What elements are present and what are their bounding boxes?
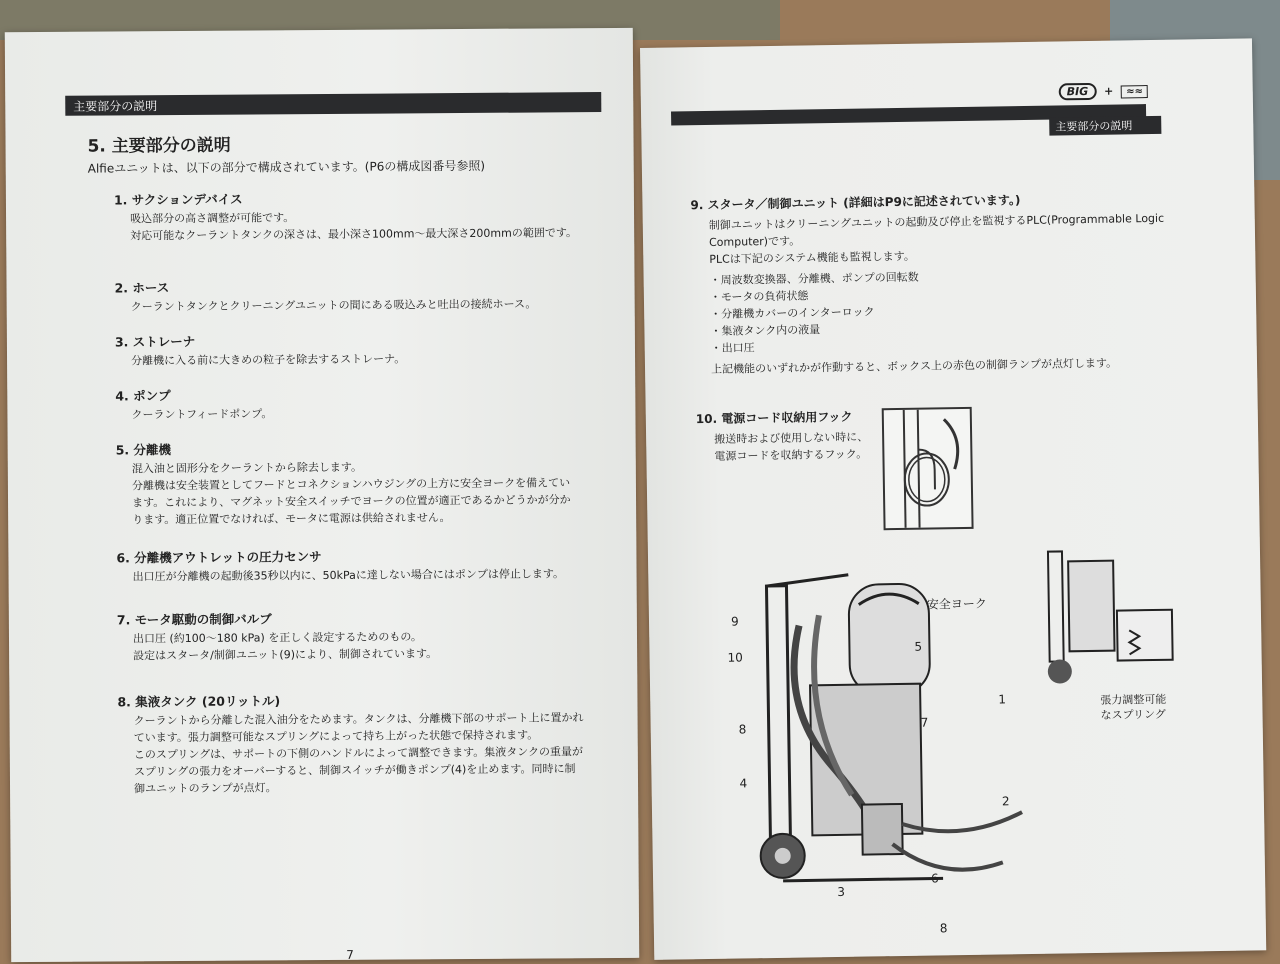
item-strainer	[115, 331, 405, 369]
item-heading: 10. 電源コード収納用フック	[695, 409, 853, 427]
item-control-valve	[117, 609, 437, 664]
item-text: 制御ユニットはクリーニングユニットの起動及び停止を監視するPLC(Programmable Logic	[708, 211, 1165, 232]
item-cord-hook	[696, 408, 887, 465]
caption-line: なスプリング	[1100, 707, 1166, 722]
item-pump	[115, 386, 272, 423]
label-number: 8	[738, 722, 747, 737]
logo-plus: +	[1103, 84, 1114, 98]
label-number: 2	[1001, 794, 1010, 809]
label-number: 10	[727, 650, 743, 665]
section-title: 5. 主要部分の説明	[87, 135, 231, 157]
alfie-unit-illustration	[738, 562, 1043, 907]
item-heading: 5. 分離機	[115, 442, 172, 458]
item-heading: 8. 集液タンク (20リットル)	[117, 693, 281, 710]
list-item: ・ 集液タンク内の液量	[710, 315, 1192, 340]
item-text: 搬送時および使用しない時に、	[714, 430, 869, 446]
item-text: クーラントタンクとクリーニングユニットの間にある吸込みと吐出の接続ホース。	[130, 297, 537, 314]
item-text: クーラントから分離した混入油分をためます。タンクは、分離機下部のサポート上に置かれ	[133, 711, 584, 728]
spring-detail-illustration	[1028, 540, 1180, 692]
item-heading: 1. サクションデバイス	[113, 191, 243, 208]
monitored-functions-list	[710, 264, 1193, 357]
caption-line: 張力調整可能	[1100, 692, 1167, 707]
item-collection-tank	[117, 690, 584, 797]
item-text: ています。張力調整可能なスプリングによって持ち上がった状態で保持されます。	[133, 728, 539, 745]
item-starter-control	[690, 189, 1193, 378]
item-text: スプリングの張力をオーバーすると、制御スイッチが働きポンプ(4)を止めます。同時に制	[133, 762, 576, 779]
brand-logo	[1059, 84, 1148, 98]
section-header-bar: 主要部分の説明	[65, 92, 601, 116]
page-number: 7	[346, 947, 354, 962]
wave-logo-icon: ≈≈	[1121, 85, 1148, 98]
item-text: 上記機能のいずれかが作動すると、ボックス上の赤色の制御ランプが点灯します。	[710, 356, 1118, 376]
item-separator	[116, 438, 571, 528]
item-text: 出口圧が分離機の起動後35秒以内に、50kPaに達しない場合にはポンプは停止します。	[132, 567, 564, 584]
item-heading: 4. ポンプ	[115, 388, 171, 404]
item-heading: 2. ホース	[114, 280, 170, 296]
item-text: このスプリングは、サポートの下側のハンドルによって調整できます。集液タンクの重量が	[133, 745, 584, 762]
label-number: 1	[998, 692, 1007, 707]
list-item: ・ 出口圧	[711, 332, 1193, 357]
label-number: 7	[920, 715, 929, 730]
page-number: 8	[939, 921, 948, 936]
item-text: 出口圧 (約100～180 kPa) を正しく設定するためのもの。	[132, 630, 422, 646]
label-number: 6	[930, 871, 939, 886]
list-item: ・ 周波数変換器、分離機、ポンプの回転数	[710, 264, 1192, 289]
left-page	[5, 28, 639, 962]
list-item: ・ モータの負荷状態	[710, 281, 1192, 306]
item-pressure-sensor	[116, 546, 564, 585]
label-number: 3	[837, 884, 846, 900]
right-page	[640, 38, 1266, 960]
item-text: 混入油と固形分をクーラントから除去します。	[131, 460, 362, 476]
item-text: 御ユニットのランプが点灯。	[134, 781, 277, 796]
label-number: 5	[914, 639, 923, 654]
item-suction-device	[114, 188, 577, 244]
item-text: 電源コードを収納するフック。	[714, 447, 868, 463]
label-number: 9	[730, 614, 739, 629]
spring-caption	[1100, 692, 1166, 723]
item-heading: 7. モータ駆動の制御バルブ	[116, 611, 272, 628]
item-text: PLCは下記のシステム機能も監視します。	[709, 249, 915, 266]
item-text: ります。適正位置でなければ、モータに電源は供給されません。	[132, 511, 451, 527]
intro-text: Alfieユニットは、以下の部分で構成されています。(P6の構成図番号参照)	[87, 158, 486, 176]
label-safety-yoke: 安全ヨーク	[926, 596, 987, 612]
section-header-label: 主要部分の説明	[1049, 116, 1161, 136]
item-heading: 3. ストレーナ	[114, 333, 196, 350]
big-logo: BIG	[1059, 83, 1097, 101]
item-text: 対応可能なクーラントタンクの深さは、最小深さ100mm～最大深さ200mmの範囲です。	[130, 226, 577, 243]
item-hose	[114, 276, 536, 315]
item-text: クーラントフィードポンプ。	[131, 407, 273, 422]
item-heading: 9. スタータ／制御ユニット (詳細はP9に記述されています。)	[690, 193, 1021, 213]
item-text: Computer)です。	[708, 234, 801, 249]
item-text: 設定はスタータ/制御ユニット(9)により、制御されています。	[133, 647, 438, 663]
item-heading: 6. 分離機アウトレットの圧力センサ	[116, 549, 322, 566]
list-item: ・ 分離機カバーのインターロック	[710, 298, 1192, 323]
item-text: 分離機に入る前に大きめの粒子を除去するストレーナ。	[131, 352, 406, 368]
label-number: 4	[739, 776, 748, 791]
item-text: 分離機は安全装置としてフードとコネクションハウジングの上方に安全ヨークを備えてい	[131, 476, 571, 493]
item-text: ます。これにより、マグネット安全スイッチでヨークの位置が適正であるかどうかが分か	[132, 493, 571, 510]
item-text: 吸込部分の高さ調整が可能です。	[130, 211, 295, 226]
cord-hook-illustration	[882, 407, 974, 530]
